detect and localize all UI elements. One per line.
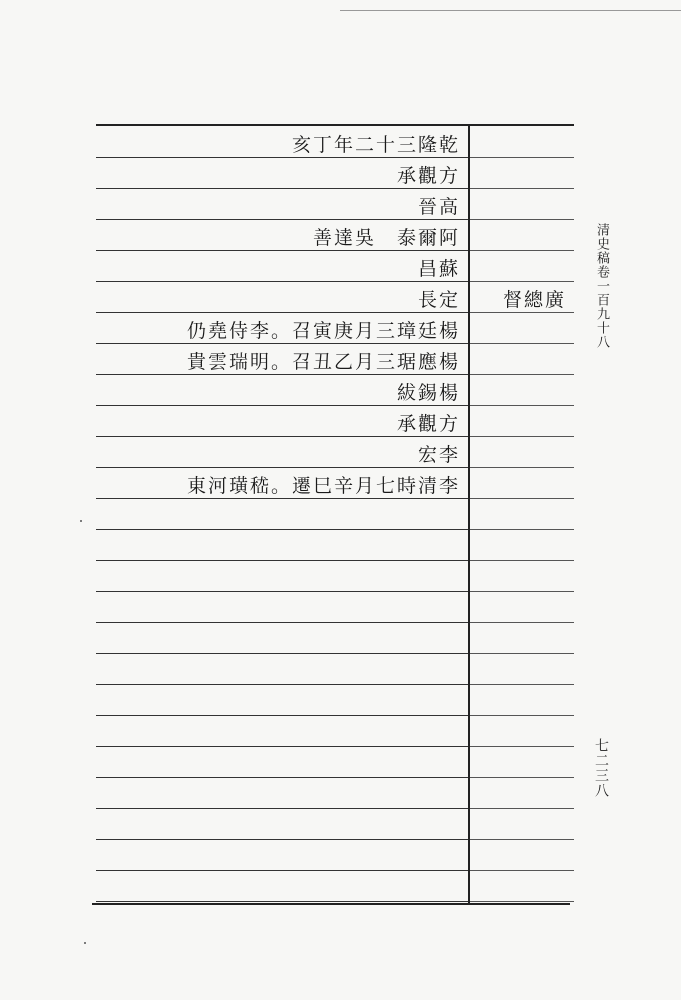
row-text: 阿爾泰 吳達善 — [312, 227, 460, 249]
right-row — [470, 561, 574, 592]
right-row — [470, 127, 574, 158]
table-bottom-rule — [92, 903, 570, 905]
right-row — [470, 809, 574, 840]
table-top-rule — [96, 124, 574, 126]
row-text: 方觀承 — [396, 165, 460, 187]
right-row — [470, 468, 574, 499]
row-text: 蘇昌 — [417, 258, 460, 280]
row-text: 乾隆三十二年丁亥 — [291, 134, 460, 156]
table-row — [96, 778, 468, 809]
right-row — [470, 158, 574, 189]
row-text: 高晉 — [417, 196, 460, 218]
table-row — [96, 623, 468, 654]
right-row — [470, 375, 574, 406]
row-text: 方觀承 — [396, 413, 460, 435]
right-row — [470, 189, 574, 220]
table-row — [96, 592, 468, 623]
page-number: 七二三八 — [593, 738, 609, 798]
table-row — [96, 561, 468, 592]
ink-speck — [80, 520, 82, 522]
right-row — [470, 530, 574, 561]
right-row — [470, 840, 574, 871]
right-row — [470, 778, 574, 809]
table-row — [96, 871, 468, 902]
table-row — [96, 375, 468, 406]
table-row — [96, 344, 468, 375]
right-row — [470, 282, 574, 313]
row-text: 定長 — [417, 289, 460, 311]
table-row — [96, 747, 468, 778]
table-row — [96, 127, 468, 158]
right-row — [470, 871, 574, 902]
table-row — [96, 406, 468, 437]
table-row — [96, 468, 468, 499]
top-rule — [340, 10, 681, 11]
table-row — [96, 809, 468, 840]
table-row — [96, 530, 468, 561]
right-row — [470, 313, 574, 344]
row-text: 楊廷璋三月庚寅召。李侍堯仍 — [186, 320, 460, 342]
book-title: 清史稿卷一百九十八 — [594, 223, 609, 349]
row-text: 楊錫紱 — [396, 382, 460, 404]
table-row — [96, 189, 468, 220]
right-row — [470, 437, 574, 468]
right-row — [470, 406, 574, 437]
table-row — [96, 313, 468, 344]
table-row — [96, 716, 468, 747]
right-row — [470, 654, 574, 685]
table-row — [96, 251, 468, 282]
right-row — [470, 592, 574, 623]
table-row — [96, 840, 468, 871]
table-row — [96, 685, 468, 716]
table-row — [96, 220, 468, 251]
table-row — [96, 499, 468, 530]
right-row — [470, 747, 574, 778]
right-row — [470, 220, 574, 251]
right-row — [470, 716, 574, 747]
table-row — [96, 437, 468, 468]
row-text: 李清時七月辛巳遷。嵇璜河東 — [186, 475, 460, 497]
ink-speck — [84, 942, 86, 944]
right-row — [470, 623, 574, 654]
table-row — [96, 282, 468, 313]
right-row — [470, 344, 574, 375]
right-row — [470, 499, 574, 530]
right-row — [470, 251, 574, 282]
table-row — [96, 654, 468, 685]
table-row — [96, 158, 468, 189]
right-row — [470, 685, 574, 716]
row-text: 楊應琚三月乙丑召。明瑞雲貴 — [186, 351, 460, 373]
row-text: 李宏 — [417, 444, 460, 466]
right-row-text: 廣總督 — [502, 289, 566, 311]
